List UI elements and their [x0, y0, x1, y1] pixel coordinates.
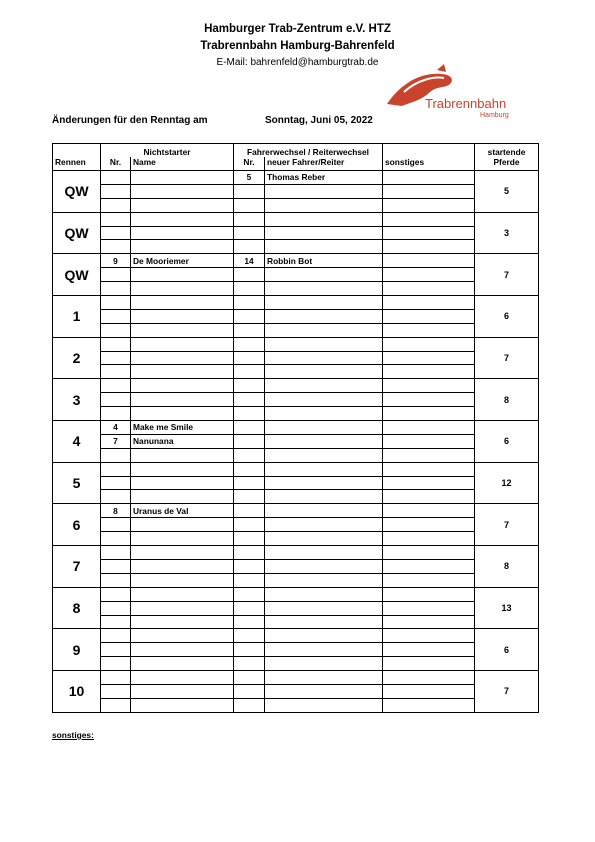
scratch-nr [101, 698, 131, 712]
table-row [53, 254, 539, 268]
driver-change-nr: 5 [234, 171, 265, 185]
driver-change-nr [234, 532, 265, 546]
starter-count: 5 [475, 171, 539, 213]
table-row [53, 379, 539, 393]
scratch-name [131, 282, 234, 296]
starter-count: 8 [475, 546, 539, 588]
scratch-name [131, 573, 234, 587]
driver-change-name [265, 379, 383, 393]
driver-change-name: Thomas Reber [265, 171, 383, 185]
race-label: 4 [53, 421, 101, 463]
scratch-name [131, 615, 234, 629]
other-notes [383, 282, 475, 296]
scratch-name [131, 587, 234, 601]
driver-change-nr [234, 504, 265, 518]
other-notes [383, 212, 475, 226]
other-notes [383, 421, 475, 435]
scratch-name [131, 296, 234, 310]
table-row [53, 296, 539, 310]
scratch-nr [101, 296, 131, 310]
other-notes [383, 629, 475, 643]
other-notes [383, 657, 475, 671]
other-notes [383, 296, 475, 310]
header-name: Name [131, 157, 234, 171]
driver-change-nr [234, 587, 265, 601]
other-notes [383, 559, 475, 573]
table-row [53, 684, 539, 698]
table-row [53, 282, 539, 296]
scratch-name [131, 532, 234, 546]
scratch-name [131, 407, 234, 421]
table-row [53, 448, 539, 462]
driver-change-name [265, 643, 383, 657]
scratch-nr: 4 [101, 421, 131, 435]
race-label: 9 [53, 629, 101, 671]
scratch-nr: 8 [101, 504, 131, 518]
driver-change-nr [234, 448, 265, 462]
driver-change-name [265, 184, 383, 198]
scratch-name [131, 462, 234, 476]
table-row [53, 351, 539, 365]
starter-count: 7 [475, 254, 539, 296]
driver-change-nr [234, 212, 265, 226]
driver-change-nr [234, 518, 265, 532]
scratch-name [131, 476, 234, 490]
scratch-name [131, 393, 234, 407]
table-row [53, 309, 539, 323]
table-row [53, 421, 539, 435]
scratch-nr [101, 240, 131, 254]
driver-change-name [265, 601, 383, 615]
scratch-nr: 7 [101, 434, 131, 448]
driver-change-nr [234, 629, 265, 643]
table-row [53, 184, 539, 198]
starter-count: 13 [475, 587, 539, 629]
other-notes [383, 393, 475, 407]
scratch-name: Uranus de Val [131, 504, 234, 518]
other-notes [383, 643, 475, 657]
scratch-nr [101, 587, 131, 601]
table-row [53, 643, 539, 657]
driver-change-name [265, 671, 383, 685]
table-row [53, 532, 539, 546]
header-sonstiges: sonstiges [383, 157, 475, 171]
scratch-nr [101, 559, 131, 573]
other-notes [383, 434, 475, 448]
header-pferde: Pferde [475, 157, 539, 171]
scratch-name [131, 351, 234, 365]
other-notes [383, 407, 475, 421]
scratch-name [131, 337, 234, 351]
driver-change-name [265, 615, 383, 629]
driver-change-name [265, 226, 383, 240]
driver-change-nr [234, 698, 265, 712]
driver-change-name [265, 629, 383, 643]
driver-change-name [265, 407, 383, 421]
scratch-nr [101, 657, 131, 671]
driver-change-name [265, 476, 383, 490]
header-startende: startende [475, 144, 539, 158]
header-fahrerwechsel: Fahrerwechsel / Reiterwechsel [234, 144, 383, 158]
table-row [53, 629, 539, 643]
table-row [53, 226, 539, 240]
race-label: QW [53, 212, 101, 254]
table-row [53, 573, 539, 587]
starter-count: 7 [475, 671, 539, 713]
scratch-name [131, 212, 234, 226]
header-rennen: Rennen [53, 157, 101, 171]
starter-count: 8 [475, 379, 539, 421]
track-name: Trabrennbahn Hamburg-Bahrenfeld [200, 40, 395, 52]
driver-change-name [265, 532, 383, 546]
other-notes [383, 698, 475, 712]
race-label: 8 [53, 587, 101, 629]
driver-change-nr [234, 240, 265, 254]
scratch-name [131, 323, 234, 337]
scratch-name [131, 518, 234, 532]
driver-change-nr [234, 490, 265, 504]
table-row [53, 198, 539, 212]
other-notes [383, 532, 475, 546]
starter-count: 12 [475, 462, 539, 504]
driver-change-nr [234, 657, 265, 671]
driver-change-name [265, 573, 383, 587]
scratch-nr [101, 546, 131, 560]
table-row [53, 490, 539, 504]
other-notes [383, 226, 475, 240]
header-blank [383, 144, 475, 158]
driver-change-name: Robbin Bot [265, 254, 383, 268]
scratch-nr [101, 407, 131, 421]
driver-change-nr [234, 546, 265, 560]
other-notes [383, 684, 475, 698]
race-label: 5 [53, 462, 101, 504]
scratch-name [131, 684, 234, 698]
table-row [53, 434, 539, 448]
scratch-nr [101, 365, 131, 379]
scratch-nr [101, 268, 131, 282]
changes-title: Änderungen für den Renntag am [52, 115, 208, 126]
other-notes [383, 268, 475, 282]
driver-change-name [265, 518, 383, 532]
table-row [53, 615, 539, 629]
table-row [53, 365, 539, 379]
driver-change-nr [234, 615, 265, 629]
table-row [53, 671, 539, 685]
driver-change-nr [234, 393, 265, 407]
header-blank [53, 144, 101, 158]
driver-change-nr [234, 198, 265, 212]
driver-change-nr [234, 462, 265, 476]
header-neuer-fahrer: neuer Fahrer/Reiter [265, 157, 383, 171]
other-notes [383, 379, 475, 393]
other-notes [383, 254, 475, 268]
driver-change-name [265, 365, 383, 379]
driver-change-name [265, 546, 383, 560]
scratch-name [131, 601, 234, 615]
other-notes [383, 337, 475, 351]
driver-change-name [265, 434, 383, 448]
scratch-nr [101, 643, 131, 657]
driver-change-name [265, 268, 383, 282]
starter-count: 6 [475, 629, 539, 671]
scratch-nr [101, 518, 131, 532]
scratch-name [131, 198, 234, 212]
other-notes [383, 309, 475, 323]
driver-change-name [265, 323, 383, 337]
scratch-name [131, 448, 234, 462]
starter-count: 3 [475, 212, 539, 254]
scratch-name [131, 629, 234, 643]
driver-change-name [265, 309, 383, 323]
driver-change-nr [234, 671, 265, 685]
scratch-name [131, 309, 234, 323]
table-row [53, 212, 539, 226]
driver-change-nr [234, 282, 265, 296]
scratch-nr [101, 629, 131, 643]
driver-change-name [265, 337, 383, 351]
other-notes [383, 365, 475, 379]
table-row [53, 462, 539, 476]
email-line: E-Mail: bahrenfeld@hamburgtrab.de [216, 57, 379, 68]
header-nr: Nr. [101, 157, 131, 171]
table-row [53, 171, 539, 185]
header-nichtstarter: Nichtstarter [101, 144, 234, 158]
driver-change-nr [234, 268, 265, 282]
table-row [53, 587, 539, 601]
table-row [53, 559, 539, 573]
race-label: 3 [53, 379, 101, 421]
scratch-name: De Mooriemer [131, 254, 234, 268]
driver-change-nr [234, 365, 265, 379]
driver-change-nr: 14 [234, 254, 265, 268]
driver-change-nr [234, 476, 265, 490]
other-notes [383, 351, 475, 365]
driver-change-name [265, 559, 383, 573]
driver-change-name [265, 448, 383, 462]
scratch-nr [101, 462, 131, 476]
scratch-name: Make me Smile [131, 421, 234, 435]
other-notes [383, 518, 475, 532]
other-notes [383, 171, 475, 185]
starter-count: 6 [475, 421, 539, 463]
scratch-name [131, 171, 234, 185]
driver-change-nr [234, 379, 265, 393]
scratch-nr [101, 351, 131, 365]
driver-change-nr [234, 184, 265, 198]
scratch-name [131, 490, 234, 504]
driver-change-nr [234, 573, 265, 587]
other-notes [383, 504, 475, 518]
race-date: Sonntag, Juni 05, 2022 [265, 115, 373, 126]
scratch-nr [101, 476, 131, 490]
driver-change-name [265, 684, 383, 698]
race-label: 2 [53, 337, 101, 379]
table-row [53, 657, 539, 671]
scratch-nr [101, 671, 131, 685]
starter-count: 7 [475, 504, 539, 546]
driver-change-nr [234, 226, 265, 240]
other-notes [383, 490, 475, 504]
scratch-name [131, 365, 234, 379]
table-row [53, 240, 539, 254]
other-notes [383, 240, 475, 254]
driver-change-nr [234, 643, 265, 657]
driver-change-name [265, 490, 383, 504]
driver-change-nr [234, 407, 265, 421]
table-row [53, 268, 539, 282]
notes-label: sonstiges: [52, 730, 94, 740]
driver-change-name [265, 351, 383, 365]
scratch-name [131, 643, 234, 657]
scratch-nr [101, 448, 131, 462]
table-row [53, 601, 539, 615]
driver-change-name [265, 462, 383, 476]
table-row [53, 407, 539, 421]
driver-change-nr [234, 323, 265, 337]
scratch-nr [101, 212, 131, 226]
scratch-name: Nanunana [131, 434, 234, 448]
driver-change-name [265, 657, 383, 671]
scratch-nr [101, 532, 131, 546]
driver-change-nr [234, 337, 265, 351]
driver-change-name [265, 393, 383, 407]
other-notes [383, 184, 475, 198]
driver-change-name [265, 198, 383, 212]
scratch-nr: 9 [101, 254, 131, 268]
driver-change-name [265, 282, 383, 296]
other-notes [383, 198, 475, 212]
driver-change-nr [234, 351, 265, 365]
scratch-nr [101, 184, 131, 198]
starter-count: 7 [475, 337, 539, 379]
driver-change-name [265, 296, 383, 310]
scratch-nr [101, 323, 131, 337]
race-label: QW [53, 254, 101, 296]
scratch-nr [101, 490, 131, 504]
other-notes [383, 448, 475, 462]
logo-text: Trabrennbahn [425, 96, 507, 111]
other-notes [383, 587, 475, 601]
starter-count: 6 [475, 296, 539, 338]
race-label: 7 [53, 546, 101, 588]
driver-change-nr [234, 421, 265, 435]
scratch-nr [101, 337, 131, 351]
scratch-name [131, 559, 234, 573]
other-notes [383, 546, 475, 560]
driver-change-nr [234, 296, 265, 310]
header-nr2: Nr. [234, 157, 265, 171]
scratch-nr [101, 601, 131, 615]
race-label: 10 [53, 671, 101, 713]
scratch-nr [101, 282, 131, 296]
other-notes [383, 476, 475, 490]
table-row [53, 393, 539, 407]
table-row [53, 323, 539, 337]
scratch-name [131, 698, 234, 712]
scratch-name [131, 226, 234, 240]
scratch-name [131, 379, 234, 393]
logo-subtext: Hamburg [480, 112, 509, 119]
driver-change-nr [234, 601, 265, 615]
scratch-name [131, 268, 234, 282]
other-notes [383, 615, 475, 629]
scratch-nr [101, 309, 131, 323]
scratch-nr [101, 198, 131, 212]
table-row [53, 504, 539, 518]
scratch-name [131, 671, 234, 685]
other-notes [383, 601, 475, 615]
driver-change-nr [234, 559, 265, 573]
scratch-nr [101, 171, 131, 185]
scratch-name [131, 657, 234, 671]
driver-change-name [265, 587, 383, 601]
driver-change-name [265, 698, 383, 712]
driver-change-name [265, 240, 383, 254]
table-row [53, 476, 539, 490]
driver-change-nr [234, 684, 265, 698]
driver-change-name [265, 504, 383, 518]
other-notes [383, 323, 475, 337]
scratch-name [131, 546, 234, 560]
race-label: 1 [53, 296, 101, 338]
race-label: QW [53, 171, 101, 213]
scratch-nr [101, 573, 131, 587]
scratch-nr [101, 379, 131, 393]
scratch-name [131, 240, 234, 254]
driver-change-name [265, 421, 383, 435]
table-row [53, 698, 539, 712]
org-name: Hamburger Trab-Zentrum e.V. HTZ [204, 23, 391, 35]
other-notes [383, 671, 475, 685]
driver-change-nr [234, 309, 265, 323]
scratch-name [131, 184, 234, 198]
table-row [53, 546, 539, 560]
scratch-nr [101, 226, 131, 240]
changes-table [52, 143, 539, 713]
table-row [53, 518, 539, 532]
scratch-nr [101, 393, 131, 407]
scratch-nr [101, 684, 131, 698]
scratch-nr [101, 615, 131, 629]
driver-change-name [265, 212, 383, 226]
other-notes [383, 462, 475, 476]
horse-head-logo-icon [382, 62, 532, 126]
race-label: 6 [53, 504, 101, 546]
driver-change-nr [234, 434, 265, 448]
other-notes [383, 573, 475, 587]
table-row [53, 337, 539, 351]
